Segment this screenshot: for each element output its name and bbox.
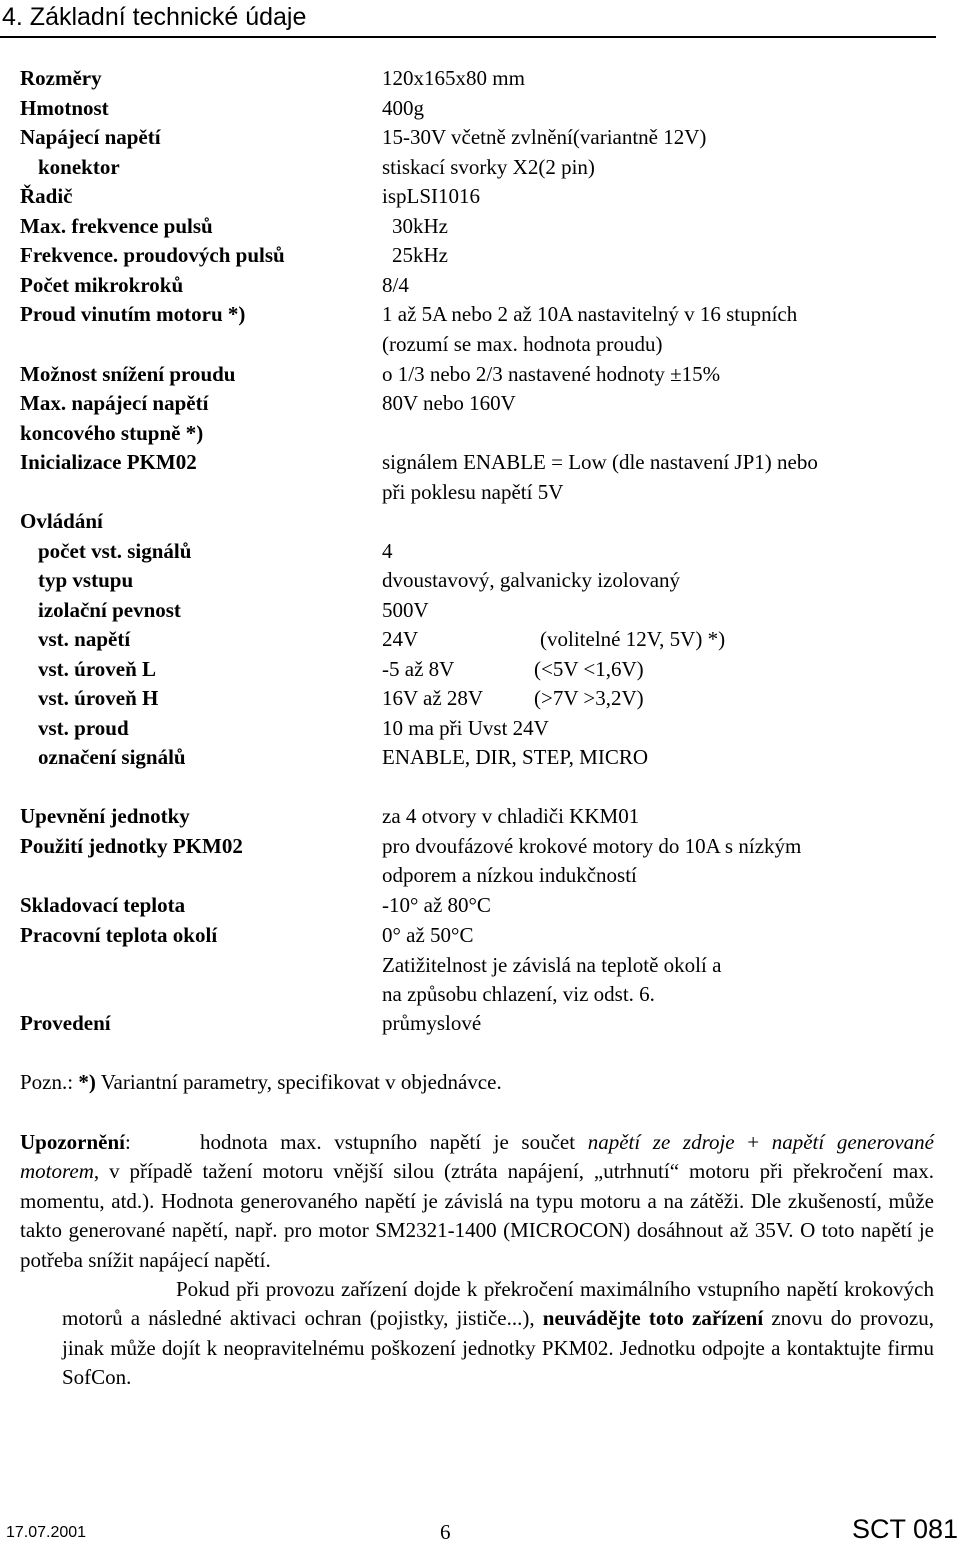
spec-value-vst-napeti-alt: (volitelné 12V, 5V) *) bbox=[540, 627, 726, 651]
warning-text-1d: napětí generované motorem bbox=[20, 1130, 934, 1184]
footnote-prefix: Pozn.: bbox=[20, 1070, 79, 1094]
spec-value-inicializace-2: při poklesu napětí 5V bbox=[382, 480, 564, 504]
spec-value-pouziti-2: odporem a nízkou indukčností bbox=[382, 863, 637, 887]
footer-date: 17.07.2001 bbox=[6, 1524, 87, 1541]
spec-label-pracovni-teplota: Pracovní teplota okolí bbox=[20, 923, 218, 947]
spec-value-oznaceni-signalu: ENABLE, DIR, STEP, MICRO bbox=[382, 745, 649, 769]
spec-label-frekvence-proudovych: Frekvence. proudových pulsů bbox=[20, 243, 285, 267]
spec-value-uroven-h-alt: (>7V >3,2V) bbox=[534, 686, 644, 710]
warning-block bbox=[20, 1128, 934, 1393]
page-number: 6 bbox=[440, 1520, 451, 1544]
spec-value-rozmery: 120x165x80 mm bbox=[382, 66, 525, 90]
spec-value-upevneni: za 4 otvory v chladiči KKM01 bbox=[382, 804, 640, 828]
page-footer bbox=[0, 1510, 960, 1542]
spec-label-skladovaci-teplota: Skladovací teplota bbox=[20, 893, 186, 917]
spec-label-upevneni: Upevnění jednotky bbox=[20, 804, 190, 828]
spec-label-max-napajeci: Max. napájecí napětí bbox=[20, 391, 209, 415]
spec-label-oznaceni-signalu: označení signálů bbox=[38, 745, 186, 769]
spec-value-napajeci: 15-30V včetně zvlnění(variantně 12V) bbox=[382, 125, 707, 149]
spec-value-max-napajeci: 80V nebo 160V bbox=[382, 391, 516, 415]
spec-label-mikrokroku: Počet mikrokroků bbox=[20, 273, 184, 297]
spec-label-napajeci: Napájecí napětí bbox=[20, 125, 161, 149]
spec-label-konektor: konektor bbox=[38, 155, 120, 179]
warning-text-1e: , v případě tažení motoru vnější silou (ztráta napájení, „utrhnutí“ motoru při překročení max. momentu, atd.). Hodnota generovaného napětí je závislá na typu motoru a na zátěži. Dle zkušeností, může takto generované napětí, např. pro motor SM2321-1400 (MICROCON) dosáhnout až 35V. O toto napětí je potřeba snížit napájecí napětí. bbox=[20, 1159, 934, 1272]
warning-label: Upozornění bbox=[20, 1130, 125, 1154]
spec-label-hmotnost: Hmotnost bbox=[20, 96, 109, 120]
warning-text-1c: + bbox=[734, 1130, 772, 1154]
spec-value-pracovni-teplota: 0° až 50°C bbox=[382, 923, 474, 947]
spec-value-hmotnost: 400g bbox=[382, 96, 424, 120]
spec-label-provedeni: Provedení bbox=[20, 1011, 111, 1035]
spec-value-vst-proud: 10 ma při Uvst 24V bbox=[382, 716, 549, 740]
spec-value-izolacni-pevnost: 500V bbox=[382, 598, 429, 622]
spec-label-uroven-h: vst. úroveň H bbox=[38, 686, 159, 710]
spec-label-radic: Řadič bbox=[20, 184, 73, 208]
spec-value-proud-vinutim: 1 až 5A nebo 2 až 10A nastavitelný v 16 stupních bbox=[382, 302, 798, 326]
warning-paragraph-2 bbox=[20, 1275, 934, 1393]
spec-value-pracovni-teplota-2: Zatižitelnost je závislá na teplotě okolí a bbox=[382, 953, 722, 977]
spec-label-inicializace: Inicializace PKM02 bbox=[20, 450, 197, 474]
warning-text-2b: neuvádějte toto zařízení bbox=[542, 1306, 764, 1331]
spec-value-pouziti: pro dvoufázové krokové motory do 10A s nízkým bbox=[382, 834, 802, 858]
spec-label-pouziti: Použití jednotky PKM02 bbox=[20, 834, 243, 858]
spec-label-izolacni-pevnost: izolační pevnost bbox=[38, 598, 181, 622]
spec-value-proud-vinutim-note: (rozumí se max. hodnota proudu) bbox=[382, 332, 663, 356]
spec-value-frekvence-proudovych: 25kHz bbox=[392, 243, 448, 267]
spec-label-max-frekvence: Max. frekvence pulsů bbox=[20, 214, 213, 238]
spec-label-vst-proud: vst. proud bbox=[38, 716, 129, 740]
document-code: SCT 081 bbox=[851, 1514, 958, 1544]
spec-label-snizeni-proudu: Možnost snížení proudu bbox=[20, 362, 236, 386]
warning-text-2c: znovu do provozu, jinak může dojít k neopravitelnému poškození jednotky PKM02. Jednotku odpojte a kontaktujte firmu SofCon. bbox=[62, 1306, 934, 1390]
spec-value-uroven-h: 16V až 28V bbox=[382, 686, 484, 710]
spec-label-proud-vinutim: Proud vinutím motoru *) bbox=[20, 302, 246, 326]
spec-value-max-frekvence: 30kHz bbox=[392, 214, 448, 238]
spec-value-uroven-l: -5 až 8V bbox=[382, 657, 455, 681]
spec-value-radic: ispLSI1016 bbox=[382, 184, 481, 208]
footnote bbox=[20, 1070, 502, 1094]
warning-label-wrap bbox=[20, 1128, 200, 1157]
warning-text-1a: hodnota max. vstupního napětí je součet bbox=[200, 1130, 588, 1154]
spec-value-typ-vstupu: dvoustavový, galvanicky izolovaný bbox=[382, 568, 681, 592]
spec-value-konektor: stiskací svorky X2(2 pin) bbox=[382, 155, 595, 179]
footnote-text: Variantní parametry, specifikovat v objednávce. bbox=[95, 1070, 502, 1094]
section-title: 4. Základní technické údaje bbox=[2, 3, 307, 31]
spec-label-ovladani: Ovládání bbox=[20, 509, 103, 533]
spec-value-pracovni-teplota-3: na způsobu chlazení, viz odst. 6. bbox=[382, 982, 655, 1006]
warning-text-2a: Pokud při provozu zařízení dojde k překročení maximálního vstupního napětí krokových motorů a následné aktivaci ochran (pojistky, jističe...), bbox=[62, 1277, 934, 1331]
spec-label-uroven-l: vst. úroveň L bbox=[38, 657, 157, 681]
spec-value-uroven-l-alt: (<5V <1,6V) bbox=[534, 657, 644, 681]
spec-value-inicializace: signálem ENABLE = Low (dle nastavení JP1) nebo bbox=[382, 450, 818, 474]
spec-value-vst-napeti: 24V bbox=[382, 627, 419, 651]
spec-value-provedeni: průmyslové bbox=[382, 1011, 482, 1035]
spec-value-pocet-signalu: 4 bbox=[382, 539, 393, 563]
footnote-mark: *) bbox=[78, 1070, 96, 1094]
warning-paragraph-1 bbox=[20, 1128, 934, 1275]
spec-value-skladovaci-teplota: -10° až 80°C bbox=[382, 893, 491, 917]
spec-value-snizeni-proudu: o 1/3 nebo 2/3 nastavené hodnoty ±15% bbox=[382, 362, 721, 386]
spec-label-vst-napeti: vst. napětí bbox=[38, 627, 131, 651]
warning-text-1b: napětí ze zdroje bbox=[587, 1130, 735, 1154]
spec-label-rozmery: Rozměry bbox=[20, 66, 102, 90]
spec-value-mikrokroku: 8/4 bbox=[382, 273, 409, 297]
warning-label-colon: : bbox=[125, 1130, 131, 1154]
spec-label-pocet-signalu: počet vst. signálů bbox=[38, 539, 192, 563]
spec-label-typ-vstupu: typ vstupu bbox=[38, 568, 134, 592]
spec-label-koncoveho-stupne: koncového stupně *) bbox=[20, 421, 204, 445]
